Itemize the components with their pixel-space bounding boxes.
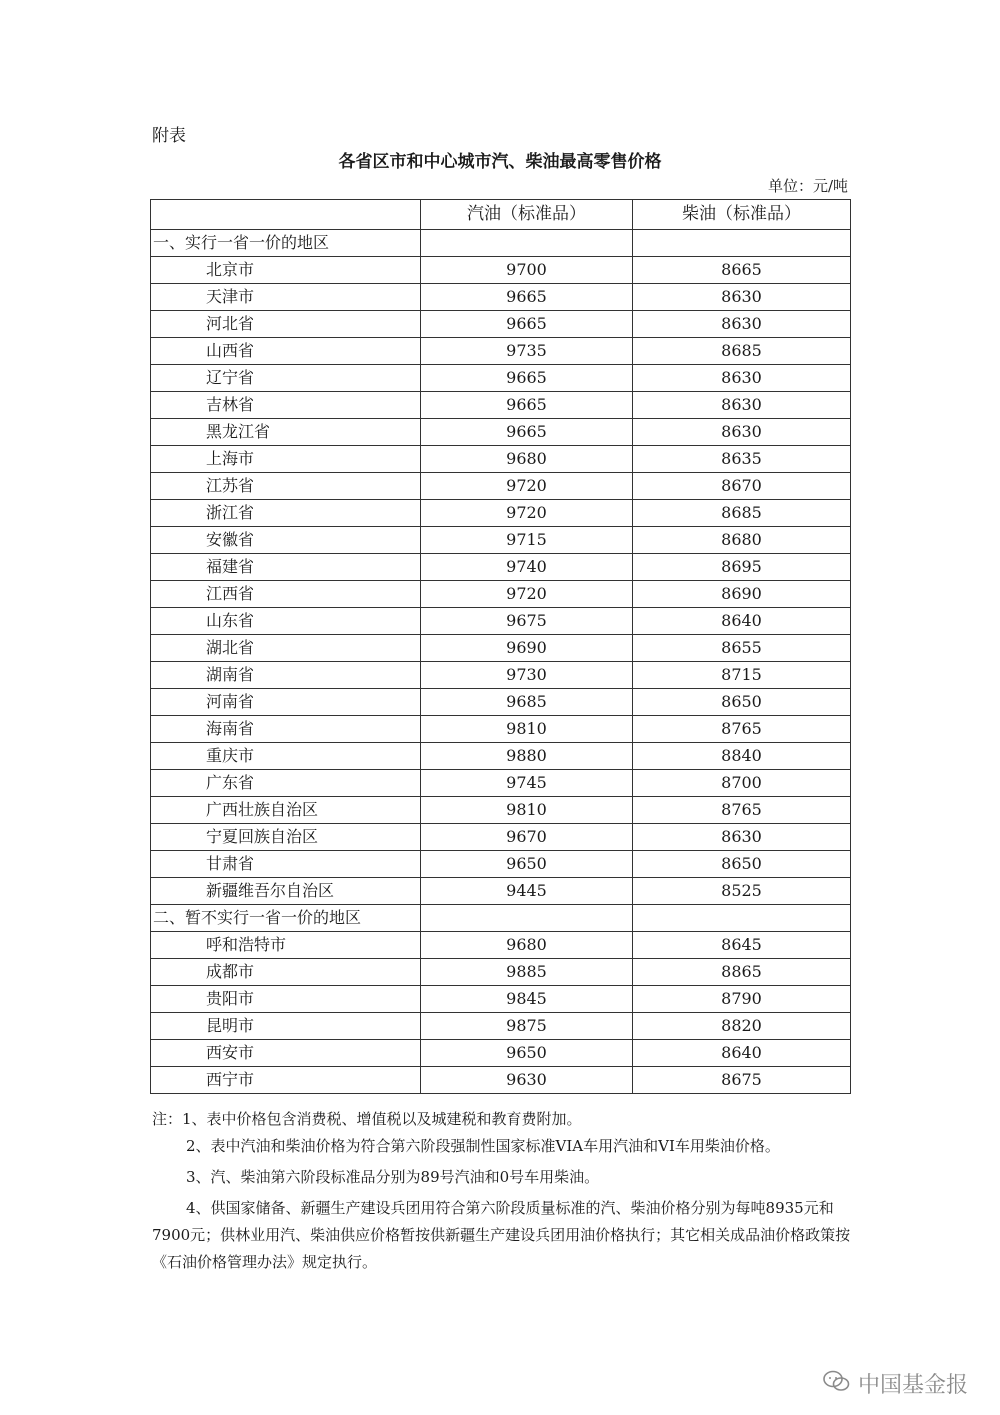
table-row xyxy=(151,851,851,878)
gasoline-price-cell: 9720 xyxy=(421,473,633,500)
diesel-price-cell: 8670 xyxy=(633,473,851,500)
gasoline-price-cell: 9680 xyxy=(421,446,633,473)
region-cell: 福建省 xyxy=(151,554,421,581)
gasoline-price-cell: 9665 xyxy=(421,365,633,392)
section-empty-cell xyxy=(633,230,851,257)
region-cell: 广东省 xyxy=(151,770,421,797)
gasoline-price-cell: 9665 xyxy=(421,311,633,338)
document-title: 各省区市和中心城市汽、柴油最高零售价格 xyxy=(338,152,662,172)
table-row xyxy=(151,743,851,770)
gasoline-price-cell: 9745 xyxy=(421,770,633,797)
table-row xyxy=(151,635,851,662)
gasoline-price-cell: 9720 xyxy=(421,581,633,608)
gasoline-price-cell: 9685 xyxy=(421,689,633,716)
diesel-price-cell: 8640 xyxy=(633,1040,851,1067)
table-body xyxy=(151,230,851,1094)
gasoline-price-cell: 9735 xyxy=(421,338,633,365)
table-row xyxy=(151,473,851,500)
region-cell: 上海市 xyxy=(151,446,421,473)
region-cell: 西安市 xyxy=(151,1040,421,1067)
table-row xyxy=(151,662,851,689)
gasoline-price-cell: 9730 xyxy=(421,662,633,689)
diesel-price-cell: 8630 xyxy=(633,311,851,338)
note-2: 2、表中汽油和柴油价格为符合第六阶段强制性国家标准VIA车用汽油和VI车用柴油价格。 xyxy=(186,1137,780,1155)
table-row xyxy=(151,338,851,365)
gasoline-price-cell: 9740 xyxy=(421,554,633,581)
region-cell: 黑龙江省 xyxy=(151,419,421,446)
watermark xyxy=(822,1368,968,1399)
region-cell: 湖北省 xyxy=(151,635,421,662)
note-4: 4、供国家储备、新疆生产建设兵团用符合第六阶段质量标准的汽、柴油价格分别为每吨8935元和7900元；供林业用汽、柴油供应价格暂按供新疆生产建设兵团用油价格执行；其它相关成品油价格政策按《石油价格管理办法》规定执行。 xyxy=(152,1199,851,1271)
diesel-price-cell: 8635 xyxy=(633,446,851,473)
header-region xyxy=(151,200,421,230)
region-cell: 北京市 xyxy=(151,257,421,284)
diesel-price-cell: 8630 xyxy=(633,284,851,311)
gasoline-price-cell: 9720 xyxy=(421,500,633,527)
watermark-text: 中国基金报 xyxy=(857,1373,968,1398)
region-cell: 贵阳市 xyxy=(151,986,421,1013)
gasoline-price-cell: 9445 xyxy=(421,878,633,905)
gasoline-price-cell: 9680 xyxy=(421,932,633,959)
table-row xyxy=(151,365,851,392)
table-row xyxy=(151,1067,851,1094)
table-row xyxy=(151,1040,851,1067)
gasoline-price-cell: 9650 xyxy=(421,851,633,878)
diesel-price-cell: 8650 xyxy=(633,851,851,878)
diesel-price-cell: 8680 xyxy=(633,527,851,554)
table-row xyxy=(151,1013,851,1040)
region-cell: 河北省 xyxy=(151,311,421,338)
table-row xyxy=(151,932,851,959)
gasoline-price-cell: 9665 xyxy=(421,392,633,419)
price-table xyxy=(150,199,851,1094)
section-label: 二、暂不实行一省一价的地区 xyxy=(151,905,421,932)
table-row xyxy=(151,419,851,446)
region-cell: 山西省 xyxy=(151,338,421,365)
gasoline-price-cell: 9670 xyxy=(421,824,633,851)
region-cell: 浙江省 xyxy=(151,500,421,527)
table-row xyxy=(151,986,851,1013)
diesel-price-cell: 8650 xyxy=(633,689,851,716)
diesel-price-cell: 8525 xyxy=(633,878,851,905)
region-cell: 安徽省 xyxy=(151,527,421,554)
gasoline-price-cell: 9880 xyxy=(421,743,633,770)
region-cell: 河南省 xyxy=(151,689,421,716)
region-cell: 呼和浩特市 xyxy=(151,932,421,959)
table-row xyxy=(151,311,851,338)
region-cell: 辽宁省 xyxy=(151,365,421,392)
diesel-price-cell: 8665 xyxy=(633,257,851,284)
diesel-price-cell: 8645 xyxy=(633,932,851,959)
note-1: 注：1、表中价格包含消费税、增值税以及城建税和教育费附加。 xyxy=(152,1110,582,1128)
diesel-price-cell: 8695 xyxy=(633,554,851,581)
region-cell: 山东省 xyxy=(151,608,421,635)
gasoline-price-cell: 9885 xyxy=(421,959,633,986)
gasoline-price-cell: 9630 xyxy=(421,1067,633,1094)
table-row xyxy=(151,392,851,419)
gasoline-price-cell: 9875 xyxy=(421,1013,633,1040)
region-cell: 宁夏回族自治区 xyxy=(151,824,421,851)
gasoline-price-cell: 9700 xyxy=(421,257,633,284)
diesel-price-cell: 8630 xyxy=(633,824,851,851)
table-row xyxy=(151,797,851,824)
table-row xyxy=(151,959,851,986)
diesel-price-cell: 8685 xyxy=(633,500,851,527)
table-row xyxy=(151,608,851,635)
region-cell: 江苏省 xyxy=(151,473,421,500)
notes xyxy=(152,1106,852,1276)
table-row xyxy=(151,554,851,581)
diesel-price-cell: 8675 xyxy=(633,1067,851,1094)
table-row xyxy=(151,257,851,284)
region-cell: 江西省 xyxy=(151,581,421,608)
table-row xyxy=(151,527,851,554)
region-cell: 甘肃省 xyxy=(151,851,421,878)
table-row xyxy=(151,689,851,716)
gasoline-price-cell: 9810 xyxy=(421,716,633,743)
section-row xyxy=(151,905,851,932)
diesel-price-cell: 8765 xyxy=(633,797,851,824)
region-cell: 西宁市 xyxy=(151,1067,421,1094)
diesel-price-cell: 8685 xyxy=(633,338,851,365)
unit-label: 单位：元/吨 xyxy=(767,177,848,195)
diesel-price-cell: 8820 xyxy=(633,1013,851,1040)
diesel-price-cell: 8715 xyxy=(633,662,851,689)
table-header-row xyxy=(151,200,851,230)
region-cell: 新疆维吾尔自治区 xyxy=(151,878,421,905)
table-row xyxy=(151,878,851,905)
region-cell: 海南省 xyxy=(151,716,421,743)
diesel-price-cell: 8700 xyxy=(633,770,851,797)
table-row xyxy=(151,284,851,311)
header-diesel: 柴油（标准品） xyxy=(633,200,851,230)
region-cell: 重庆市 xyxy=(151,743,421,770)
table-row xyxy=(151,770,851,797)
table-row xyxy=(151,500,851,527)
diesel-price-cell: 8765 xyxy=(633,716,851,743)
gasoline-price-cell: 9675 xyxy=(421,608,633,635)
gasoline-price-cell: 9650 xyxy=(421,1040,633,1067)
gasoline-price-cell: 9810 xyxy=(421,797,633,824)
section-empty-cell xyxy=(633,905,851,932)
diesel-price-cell: 8655 xyxy=(633,635,851,662)
note-3: 3、汽、柴油第六阶段标准品分别为89号汽油和0号车用柴油。 xyxy=(186,1168,600,1186)
wechat-icon xyxy=(822,1369,850,1399)
diesel-price-cell: 8630 xyxy=(633,365,851,392)
region-cell: 昆明市 xyxy=(151,1013,421,1040)
region-cell: 广西壮族自治区 xyxy=(151,797,421,824)
diesel-price-cell: 8640 xyxy=(633,608,851,635)
table-row xyxy=(151,716,851,743)
header-gasoline: 汽油（标准品） xyxy=(421,200,633,230)
section-empty-cell xyxy=(421,230,633,257)
table-row xyxy=(151,446,851,473)
region-cell: 吉林省 xyxy=(151,392,421,419)
gasoline-price-cell: 9845 xyxy=(421,986,633,1013)
diesel-price-cell: 8690 xyxy=(633,581,851,608)
region-cell: 成都市 xyxy=(151,959,421,986)
table-row xyxy=(151,824,851,851)
diesel-price-cell: 8790 xyxy=(633,986,851,1013)
diesel-price-cell: 8840 xyxy=(633,743,851,770)
annex-label: 附表 xyxy=(152,126,186,146)
region-cell: 天津市 xyxy=(151,284,421,311)
diesel-price-cell: 8630 xyxy=(633,419,851,446)
gasoline-price-cell: 9715 xyxy=(421,527,633,554)
diesel-price-cell: 8630 xyxy=(633,392,851,419)
table-row xyxy=(151,581,851,608)
section-empty-cell xyxy=(421,905,633,932)
region-cell: 湖南省 xyxy=(151,662,421,689)
section-label: 一、实行一省一价的地区 xyxy=(151,230,421,257)
gasoline-price-cell: 9690 xyxy=(421,635,633,662)
diesel-price-cell: 8865 xyxy=(633,959,851,986)
section-row xyxy=(151,230,851,257)
gasoline-price-cell: 9665 xyxy=(421,419,633,446)
gasoline-price-cell: 9665 xyxy=(421,284,633,311)
